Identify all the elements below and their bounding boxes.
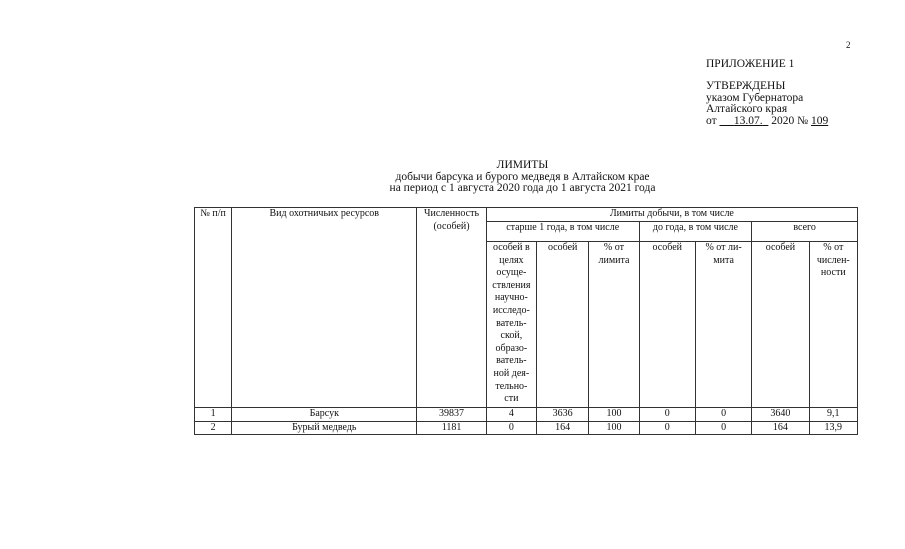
- approval-block: [706, 81, 828, 127]
- cell-number: 2: [195, 421, 232, 435]
- header-young: до года, в том числе: [639, 222, 752, 242]
- approval-number: 109: [810, 114, 829, 127]
- approval-line-2: указом Губернатора: [706, 91, 804, 104]
- appendix-heading: ПРИЛОЖЕНИЕ 1: [706, 58, 795, 70]
- cell-young-percent: 0: [695, 421, 751, 435]
- header-older-individuals: особей: [537, 242, 589, 408]
- table-row: [195, 408, 858, 422]
- approval-year: 2020 №: [771, 114, 809, 127]
- header-young-individuals: особей: [639, 242, 695, 408]
- cell-older-individuals: 3636: [537, 408, 589, 422]
- cell-number: 1: [195, 408, 232, 422]
- cell-young-individuals: 0: [639, 408, 695, 422]
- approval-from: от: [706, 114, 717, 127]
- title-line-2: добычи барсука и бурого медведя в Алтайском крае: [395, 170, 650, 183]
- cell-older-percent: 100: [589, 421, 639, 435]
- approval-line-1: УТВЕРЖДЕНЫ: [706, 80, 786, 92]
- header-older-percent: % от лимита: [589, 242, 639, 408]
- cell-total-individuals: 3640: [752, 408, 809, 422]
- page-number: 2: [846, 40, 851, 50]
- approval-date-line: [706, 116, 828, 128]
- header-young-percent: % от ли- мита: [695, 242, 751, 408]
- title-line-3: на период с 1 августа 2020 года до 1 августа 2021 года: [389, 182, 656, 194]
- cell-research: 0: [486, 421, 536, 435]
- document-title: [300, 160, 745, 195]
- header-count: Численность (особей): [417, 208, 486, 408]
- header-research: особей в целях осуще- ствления научно- исследо- ватель- ской, образо- ватель- ной дея- тельно- сти: [486, 242, 536, 408]
- table-row: [195, 421, 858, 435]
- approval-date: 13.07.: [733, 114, 763, 127]
- cell-total-percent: 13,9: [809, 421, 857, 435]
- header-total-individuals: особей: [752, 242, 809, 408]
- header-number: № п/п: [195, 208, 232, 408]
- cell-total-percent: 9,1: [809, 408, 857, 422]
- header-total: всего: [752, 222, 858, 242]
- cell-species: Барсук: [232, 408, 417, 422]
- cell-total-individuals: 164: [752, 421, 809, 435]
- cell-young-percent: 0: [695, 408, 751, 422]
- approval-line-3: Алтайского края: [706, 103, 788, 115]
- cell-older-individuals: 164: [537, 421, 589, 435]
- header-total-percent: % от числен- ности: [809, 242, 857, 408]
- cell-research: 4: [486, 408, 536, 422]
- cell-young-individuals: 0: [639, 421, 695, 435]
- cell-older-percent: 100: [589, 408, 639, 422]
- header-older: старше 1 года, в том числе: [486, 222, 639, 242]
- limits-table: [194, 207, 858, 435]
- cell-species: Бурый медведь: [232, 421, 417, 435]
- header-species: Вид охотничьих ресурсов: [232, 208, 417, 408]
- title-line-1: ЛИМИТЫ: [496, 159, 549, 171]
- cell-count: 1181: [417, 421, 486, 435]
- cell-count: 39837: [417, 408, 486, 422]
- header-limits: Лимиты добычи, в том числе: [486, 208, 857, 222]
